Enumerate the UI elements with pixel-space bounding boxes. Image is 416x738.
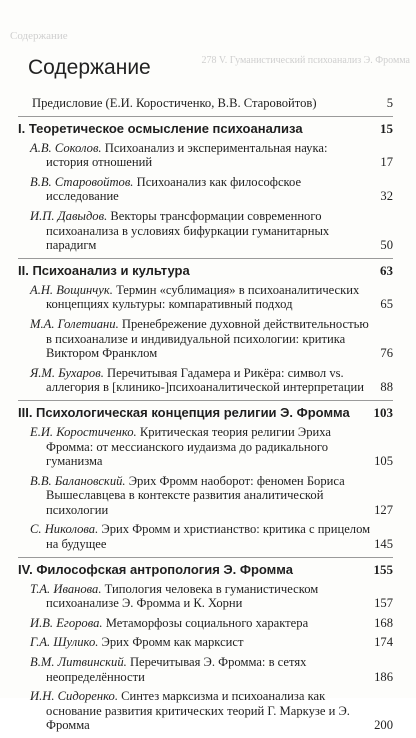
entry-text [18,655,393,684]
toc-entry [18,96,393,111]
entry-title: Пренебрежение духовной действительностью в психоанализе и индивидуальной психологии: критика Виктором Франклом [46,316,369,361]
entry-text [18,283,393,312]
entry-text [18,175,393,204]
toc-section-heading [18,557,393,577]
toc-entry [18,689,393,733]
toc-entry [18,141,393,170]
entry-text [18,366,393,395]
entry-title: Эрих Фромм наоборот: феномен Бориса Вышеславцева в контексте развития аналитической психологии [46,473,345,517]
entry-author: И.П. Давыдов. [30,208,108,223]
entry-text [18,616,393,631]
entry-title: Векторы трансформации современного психоанализа в условиях бифуркации гуманитарных парадигм [46,208,330,253]
entry-page-number: 168 [374,615,393,630]
entry-page-number: 200 [374,718,393,733]
entry-title: Психоанализ как философское исследование [46,174,302,204]
entry-page-number: 88 [380,380,393,395]
section-title: IV. Философская антропология Э. Фромма [18,561,293,577]
entry-author: Т.А. Иванова. [30,581,102,596]
entry-author: И.В. Егорова. [30,615,103,630]
toc-section-heading [18,258,393,278]
bleed-through-text: V. Гуманистический психоанализ Э. Фромма [218,55,410,66]
entry-author: Г.А. Шулико. [30,635,99,650]
entry-page-number: 174 [374,635,393,650]
entry-title: Термин «сублимация» в психоаналитических концепциях культуры: компаративный подход [46,282,360,312]
toc-entry [18,635,393,650]
entry-text [18,689,393,733]
entry-page-number: 5 [386,96,393,110]
entry-author: А.Н. Вощинчук. [30,282,113,297]
toc-section-heading [18,116,393,136]
toc-entry [18,175,393,204]
entry-text [18,425,393,469]
entry-author: Я.М. Бухаров. [30,365,104,380]
entry-author: И.Н. Сидоренко. [30,689,118,704]
table-of-contents [18,96,393,738]
entry-page-number: 32 [380,189,393,204]
entry-title: Метаморфозы социального характера [105,615,309,630]
entry-author: С. Николова. [30,522,99,537]
entry-title: Типология человека в гуманистическом психоанализе Э. Фромма и К. Хорни [46,581,319,611]
entry-page-number: 186 [374,669,393,684]
entry-title: Эрих Фромм как марксист [101,635,244,650]
section-page-number: 63 [380,262,393,278]
entry-text [18,474,393,518]
entry-title: Синтез марксизма и психоанализа как основание развития критических теорий Г. Маркузе и Э. Фромма [46,689,350,733]
toc-entry [18,582,393,611]
entry-page-number: 157 [374,596,393,611]
entry-title: Критическая теория религии Эриха Фромма: от мессианского иудаизма до радикального гуманизма [46,424,331,469]
entry-text [18,635,393,650]
section-title: II. Психоанализ и культура [18,262,190,278]
toc-entry [18,616,393,631]
entry-page-number: 105 [374,454,393,469]
toc-entry [18,474,393,518]
toc-entry [18,283,393,312]
entry-text [18,96,393,111]
page-title: Содержание [28,56,151,79]
entry-page-number: 65 [380,297,393,312]
toc-entry [18,366,393,395]
section-title: I. Теоретическое осмысление психоанализа [18,120,303,136]
entry-author: В.В. Балановский. [30,473,126,488]
entry-author: Е.И. Коростиченко. [30,424,137,439]
entry-text [18,317,393,361]
entry-title: Эрих Фромм и христианство: критика с прицелом на будущее [46,522,371,552]
section-title: III. Психологическая концепция религии Э. Фромма [18,404,350,420]
toc-entry [18,522,393,551]
toc-entry [18,655,393,684]
toc-entry [18,425,393,469]
entry-page-number: 76 [380,346,393,361]
section-page-number: 155 [373,561,393,577]
bleed-through-header: Содержание [10,30,68,42]
toc-entry [18,209,393,253]
entry-author: В.В. Старовойтов. [30,174,134,189]
bleed-through-line [201,55,410,66]
entry-author: М.А. Голетиани. [30,316,119,331]
toc-entry [18,317,393,361]
entry-page-number: 50 [380,238,393,253]
entry-text [18,522,393,551]
entry-title: Перечитывая Гадамера и Рикёра: символ vs. аллегория в [клинико-]психоаналитической интерпретации [46,365,364,395]
entry-title: Предисловие (Е.И. Коростиченко, В.В. Старовойтов) [32,96,317,110]
entry-title: Перечитывая Э. Фромма: в сетях неопределённости [46,655,307,684]
entry-title: Психоанализ и экспериментальная наука: история отношений [46,140,328,170]
entry-text [18,141,393,170]
entry-author: А.В. Соколов. [30,140,102,155]
toc-section-heading [18,400,393,420]
entry-page-number: 145 [374,537,393,552]
section-page-number: 103 [373,404,393,420]
bleed-through-page-number: 278 [201,55,217,66]
entry-page-number: 127 [374,502,393,517]
entry-page-number: 17 [380,155,393,170]
entry-text [18,582,393,611]
section-page-number: 15 [380,120,393,136]
entry-author: В.М. Литвинский. [30,655,127,670]
entry-text [18,209,393,253]
